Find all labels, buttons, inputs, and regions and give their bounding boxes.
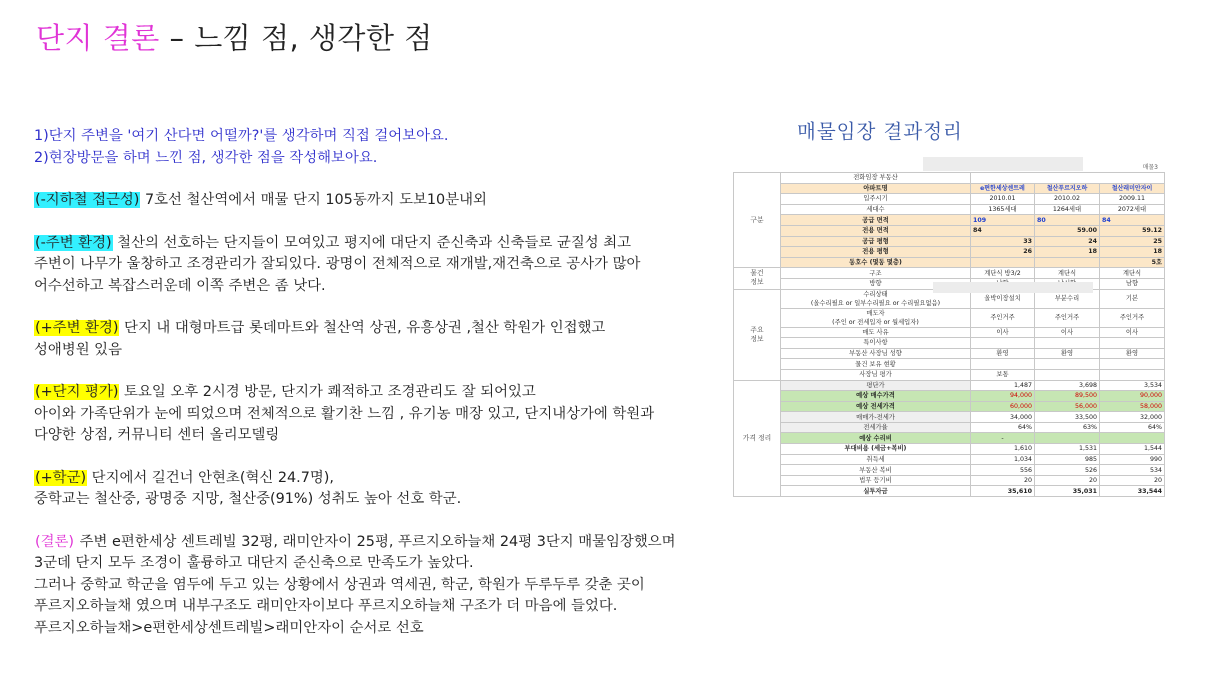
cell: 990 xyxy=(1100,454,1165,465)
row-label: 입주시기 xyxy=(781,194,971,205)
cell: 올박이장설치 xyxy=(971,289,1035,308)
cell: 56,000 xyxy=(1035,401,1100,412)
cell: 2010.01 xyxy=(971,194,1035,205)
cell xyxy=(1100,369,1165,380)
cell xyxy=(1100,433,1165,444)
text-line: 성애병원 있음 xyxy=(34,341,122,358)
cell: 60,000 xyxy=(971,401,1035,412)
env-plus-paragraph: (+주변 환경) 단지 내 대형마트급 롯데마트와 철산역 상권, 유흥상권 ,철산 학원가 인접했고 xyxy=(35,320,606,336)
cell: 59.00 xyxy=(1035,225,1100,236)
cell: 계단식 방3/2 xyxy=(971,268,1035,279)
cell: 3,698 xyxy=(1035,380,1100,391)
cell: 계단식 xyxy=(1035,268,1100,279)
cell: 84 xyxy=(971,225,1035,236)
cell: 35,610 xyxy=(971,486,1035,497)
agency-value xyxy=(971,173,1165,184)
cell: 보통 xyxy=(971,369,1035,380)
cell: 환영 xyxy=(1100,348,1165,359)
subway-tag: (-지하철 접근성) xyxy=(35,192,140,208)
row-label: 평단가 xyxy=(781,380,971,391)
cell: 환영 xyxy=(971,348,1035,359)
text-line: 주변이 나무가 울창하고 조경관리가 잘되있다. 광명이 전체적으로 재개발,재건축으로 공사가 많아 xyxy=(34,256,641,272)
cell: 환영 xyxy=(1035,348,1100,359)
cell xyxy=(971,257,1035,268)
cell: 2009.11 xyxy=(1100,194,1165,205)
page-title-rest: – 느낌 점, 생각한 점 xyxy=(169,21,433,55)
row-label: 특이사항 xyxy=(781,338,971,349)
cell: 63% xyxy=(1035,422,1100,433)
env-minus-paragraph: (-주변 환경) 철산의 선호하는 단지들이 모여있고 평지에 대단지 준신축과 신축들로 균질성 최고 xyxy=(35,234,632,251)
cell: 1,487 xyxy=(971,380,1035,391)
cell: 기본 xyxy=(1100,289,1165,308)
row-label: 전용 평형 xyxy=(781,247,971,258)
row-label: 법무 등기비 xyxy=(781,475,971,486)
cell: 33,500 xyxy=(1035,412,1100,423)
row-label: 부동산 복비 xyxy=(781,465,971,476)
row-label: 부동산 사장님 성향 xyxy=(781,348,971,359)
row-label: 예상 수리비 xyxy=(781,433,971,444)
row-label: 공급 면적 xyxy=(781,215,971,226)
cell: 3,534 xyxy=(1100,380,1165,391)
apt-name: 철산푸르지오하 xyxy=(1035,183,1100,194)
cell xyxy=(1035,369,1100,380)
row-label: 전세가율 xyxy=(781,422,971,433)
cell: 1,531 xyxy=(1035,444,1100,455)
cell: 84 xyxy=(1100,215,1165,226)
row-label: 취득세 xyxy=(781,454,971,465)
cell: 주인거주 xyxy=(1035,308,1100,327)
cell xyxy=(1100,338,1165,349)
cell xyxy=(1035,359,1100,370)
text-line: 다양한 상점, 커뮤니티 센터 올리모델링 xyxy=(34,427,280,443)
cell: 59.12 xyxy=(1100,225,1165,236)
sheet-corner-label: 매물3 xyxy=(1142,164,1158,171)
row-label: 구조 xyxy=(781,268,971,279)
page-title xyxy=(36,16,433,57)
cell: 1264세대 xyxy=(1035,204,1100,215)
cell: 계단식 xyxy=(1100,268,1165,279)
cell: 주인거주 xyxy=(971,308,1035,327)
row-label: 예상 전세가격 xyxy=(781,401,971,412)
apt-name: 철산래미안자이 xyxy=(1100,183,1165,194)
cell: 18 xyxy=(1100,247,1165,258)
agency-label: 전화임장 부동산 xyxy=(781,173,971,184)
cell: 90,000 xyxy=(1100,391,1165,402)
conclusion-paragraph: (결론) 주변 e편한세상 센트레빌 32평, 래미안자이 25평, 푸르지오하늘채 24평 3단지 매물임장했으며 xyxy=(35,533,676,550)
cell: 985 xyxy=(1035,454,1100,465)
cell: 이사 xyxy=(1100,327,1165,338)
row-label: 세대수 xyxy=(781,204,971,215)
cell: 534 xyxy=(1100,465,1165,476)
row-label: 동호수 (몇동 몇층) xyxy=(781,257,971,268)
cell: 556 xyxy=(971,465,1035,476)
row-label: 전용 면적 xyxy=(781,225,971,236)
row-label: 방향 xyxy=(781,278,971,289)
text-line: 중학교는 철산중, 광명중 지망, 철산중(91%) 성취도 높아 선호 학군. xyxy=(34,491,462,507)
cell: 이사 xyxy=(1035,327,1100,338)
text-line: 푸르지오하늘채 였으며 내부구조도 래미안자이보다 푸르지오하늘채 구조가 더 마음에 들었다. xyxy=(34,598,618,614)
cell: 2010.02 xyxy=(1035,194,1100,205)
cell: 109 xyxy=(971,215,1035,226)
cell: - xyxy=(971,433,1035,444)
row-label: 공급 평형 xyxy=(781,236,971,247)
cell xyxy=(971,359,1035,370)
school-paragraph: (+학군) 단지에서 길건너 안현초(혁신 24.7명), xyxy=(35,469,334,486)
cell: 64% xyxy=(1100,422,1165,433)
cell: 32,000 xyxy=(1100,412,1165,423)
row-label: 부대비용 (세금+복비) xyxy=(781,444,971,455)
results-table xyxy=(733,172,1165,497)
cell: 33,544 xyxy=(1100,486,1165,497)
cell: 부분수리 xyxy=(1035,289,1100,308)
cell xyxy=(1035,257,1100,268)
redacted-block xyxy=(933,282,1093,293)
env-plus-tag: (+주변 환경) xyxy=(35,320,119,336)
cell: 24 xyxy=(1035,236,1100,247)
eval-paragraph: (+단지 평가) 토요일 오후 2시경 방문, 단지가 쾌적하고 조경관리도 잘 되어있고 xyxy=(35,384,536,400)
cell xyxy=(1100,359,1165,370)
cell: 35,031 xyxy=(1035,486,1100,497)
row-label: 매도자 (주인 or 전세입자 or 월세입자) xyxy=(781,308,971,327)
results-title: 매물임장 결과정리 xyxy=(797,120,963,143)
eval-tag: (+단지 평가) xyxy=(35,384,119,400)
cell: 1,610 xyxy=(971,444,1035,455)
cell xyxy=(971,338,1035,349)
text-line: 어수선하고 복잡스러운데 이쪽 주변은 좀 낫다. xyxy=(34,277,326,294)
text-line: 아이와 가족단위가 눈에 띄었으며 전체적으로 활기찬 느낌 , 유기농 매장 있고, 단지내상가에 학원과 xyxy=(34,405,655,422)
cell: 남향 xyxy=(1100,278,1165,289)
section-label: 물건 정보 xyxy=(734,268,781,289)
cell: 1,034 xyxy=(971,454,1035,465)
cell: 25 xyxy=(1100,236,1165,247)
cell: 26 xyxy=(971,247,1035,258)
cell: 20 xyxy=(1100,475,1165,486)
row-label: 매매가-전세가 xyxy=(781,412,971,423)
row-label: 실투자금 xyxy=(781,486,971,497)
cell: 1,544 xyxy=(1100,444,1165,455)
cell: 33 xyxy=(971,236,1035,247)
cell: 89,500 xyxy=(1035,391,1100,402)
cell: 94,000 xyxy=(971,391,1035,402)
cell: 20 xyxy=(971,475,1035,486)
text-line: 그러나 중학교 학군을 염두에 두고 있는 상황에서 상권과 역세권, 학군, 학원가 두루두루 갖춘 곳이 xyxy=(34,576,645,593)
row-label: 물건 보유 현황 xyxy=(781,359,971,370)
row-label: 수리상태 (올수리필요 or 일부수리필요 or 수리필요없음) xyxy=(781,289,971,308)
cell xyxy=(1035,433,1100,444)
intro-line: 1)단지 주변을 '여기 산다면 어떨까?'를 생각하며 직접 걸어보아요. xyxy=(34,128,449,144)
cell: 5호 xyxy=(1100,257,1165,268)
intro-line: 2)현장방문을 하며 느낀 점, 생각한 점을 작성해보아요. xyxy=(34,149,378,166)
row-label: 매도 사유 xyxy=(781,327,971,338)
cell: 이사 xyxy=(971,327,1035,338)
cell: 64% xyxy=(971,422,1035,433)
cell: 80 xyxy=(1035,215,1100,226)
text-line: 푸르지오하늘채>e편한세상센트레빌>래미안자이 순서로 선호 xyxy=(34,619,424,636)
section-label: 주요 정보 xyxy=(734,289,781,380)
row-label: 예상 매수가격 xyxy=(781,391,971,402)
section-label: 구분 xyxy=(734,173,781,268)
cell xyxy=(1035,338,1100,349)
cell: 18 xyxy=(1035,247,1100,258)
cell: 526 xyxy=(1035,465,1100,476)
cell: 20 xyxy=(1035,475,1100,486)
cell: 1365세대 xyxy=(971,204,1035,215)
row-label: 사장님 평가 xyxy=(781,369,971,380)
text-line: 3군데 단지 모두 조경이 훌륭하고 대단지 준신축으로 만족도가 높았다. xyxy=(34,555,474,571)
subway-paragraph: (-지하철 접근성) 7호선 철산역에서 매물 단지 105동까지 도보10분내외 xyxy=(35,192,487,208)
findings-text xyxy=(34,126,734,639)
row-label: 아파트명 xyxy=(781,183,971,194)
redacted-block xyxy=(923,157,1083,171)
apt-name: e편한세상센트레 xyxy=(971,183,1035,194)
cell: 주인거주 xyxy=(1100,308,1165,327)
env-minus-tag: (-주변 환경) xyxy=(35,234,112,251)
cell: 58,000 xyxy=(1100,401,1165,412)
section-label: 가격 정리 xyxy=(734,380,781,497)
cell: 34,000 xyxy=(971,412,1035,423)
conclusion-tag: (결론) xyxy=(35,533,75,550)
page-title-highlight: 단지 결론 xyxy=(36,21,160,55)
cell: 2072세대 xyxy=(1100,204,1165,215)
school-tag: (+학군) xyxy=(35,469,87,486)
